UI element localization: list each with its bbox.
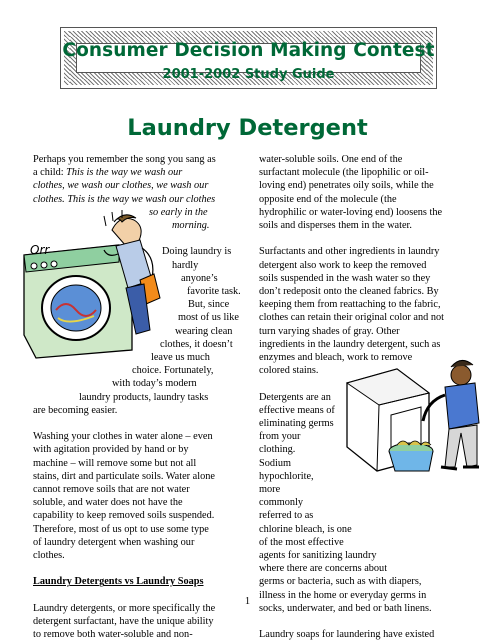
text-line: anyone’s [181, 272, 218, 284]
text-line: favorite task. [187, 286, 241, 298]
text-line: Surfactants and other ingredients in laundry [259, 246, 440, 258]
svg-text:Orr: Orr [30, 243, 50, 257]
text-line: most of us like [178, 312, 239, 324]
text-line: opposite end of the molecule (the [259, 193, 397, 205]
section-heading: Laundry Detergents vs Laundry Soaps [33, 576, 204, 588]
text-line: hypochlorite, [259, 470, 314, 482]
text-line: detergent also work to keep the removed [259, 259, 427, 271]
text-line: Detergents are an [259, 391, 331, 403]
text-line: Sodium [259, 457, 292, 469]
text-line: agents for sanitizing laundry [259, 550, 377, 562]
text-line: commonly [259, 497, 304, 509]
washing-machine-clipart [14, 210, 166, 360]
text-line: choice. Fortunately, [132, 365, 214, 377]
text-line: soils and disperses them in the water. [259, 220, 412, 232]
text-line: ingredients in the laundry detergent, such as [259, 338, 441, 350]
text-line: turn varying shades of gray. Other [259, 325, 400, 337]
text-line: effective means of [259, 404, 335, 416]
text-line: clothing. [259, 444, 296, 456]
header-banner [60, 27, 437, 89]
text-line: enzymes and bleach, work to remove [259, 352, 413, 364]
text-line: But, since [188, 299, 230, 311]
text-line: to remove both water-soluble and non- [33, 629, 193, 641]
text-line: from your [259, 431, 301, 443]
text-line: don’t redeposit onto the cleaned fabrics. By [259, 286, 439, 298]
text-line: leave us much [151, 352, 210, 364]
text-line: clothes can retain their original color and not [259, 312, 444, 324]
text-line: hardly [172, 259, 199, 271]
study-guide-subtitle: 2001-2002 Study Guide [162, 67, 335, 82]
text-line: machine – will remove some but not all [33, 457, 197, 469]
text-line: so early in the [149, 206, 208, 218]
text-line: Laundry soaps for laundering have existed [259, 629, 435, 641]
text-line: Therefore, most of us opt to use some type [33, 523, 209, 535]
text-line: Doing laundry is [162, 246, 232, 258]
text-line: a child: This is the way we wash our [33, 167, 183, 179]
text-line: clothes, we wash our clothes, we wash our [33, 180, 209, 192]
text-line: morning. [172, 220, 210, 232]
text-line: surfactant molecule (the lipophilic or oil- [259, 167, 429, 179]
text-line: of the most effective [259, 536, 344, 548]
text-line: capability to keep removed soils suspended. [33, 510, 215, 522]
text-line: clothes, it doesn’t [160, 338, 233, 350]
text-line: clothes. [33, 550, 65, 562]
text-line: chlorine bleach, is one [259, 523, 352, 535]
page-number: 1 [244, 596, 251, 607]
text-line: are becoming easier. [33, 404, 118, 416]
text-line: germs or bacteria, such as with diapers, [259, 576, 422, 588]
text-line: wearing clean [175, 325, 233, 337]
text-line: detergent surfactant, have the unique ability [33, 616, 214, 628]
text-line: colored stains. [259, 365, 319, 377]
text-line: with agitation provided by hand or by [33, 444, 189, 456]
text-line: soils suspended in the wash water so they [259, 272, 431, 284]
text-line: soluble, and water does not have the [33, 497, 183, 509]
text-line: stains, dirt and particulate soils. Water alone [33, 470, 215, 482]
text-line: Perhaps you remember the song you sang as [33, 154, 216, 165]
text-line: keeping them from reattaching to the fabric, [259, 299, 441, 311]
document-title: Laundry Detergent [127, 115, 368, 141]
text-line: of laundry detergent when washing our [33, 536, 195, 548]
text-line: socks, underwater, and bed or bath linens. [259, 602, 432, 614]
text-line: clothes. This is the way we wash our clothes [33, 193, 216, 205]
dryer-clipart [337, 353, 487, 475]
text-line: referred to as [259, 510, 314, 522]
contest-title: Consumer Decision Making Contest [62, 40, 435, 61]
text-line: eliminating germs [259, 418, 334, 430]
text-line: Laundry detergents, or more specifically the [33, 602, 216, 614]
text-line: loving end) penetrates oily soils, while the [259, 180, 434, 192]
text-line: with today’s modern [112, 378, 197, 390]
text-line: laundry products, laundry tasks [79, 391, 209, 403]
text-line: more [259, 484, 281, 496]
text-line: water-soluble soils. One end of the [259, 154, 403, 165]
text-line: hydrophilic or water-loving end) loosens the [259, 206, 443, 218]
text-line: Washing your clothes in water alone – even [33, 431, 213, 443]
text-line: cannot remove soils that are not water [33, 484, 190, 496]
text-line: where there are concerns about [259, 563, 388, 575]
text-line: illness in the home or everyday germs in [259, 589, 427, 601]
